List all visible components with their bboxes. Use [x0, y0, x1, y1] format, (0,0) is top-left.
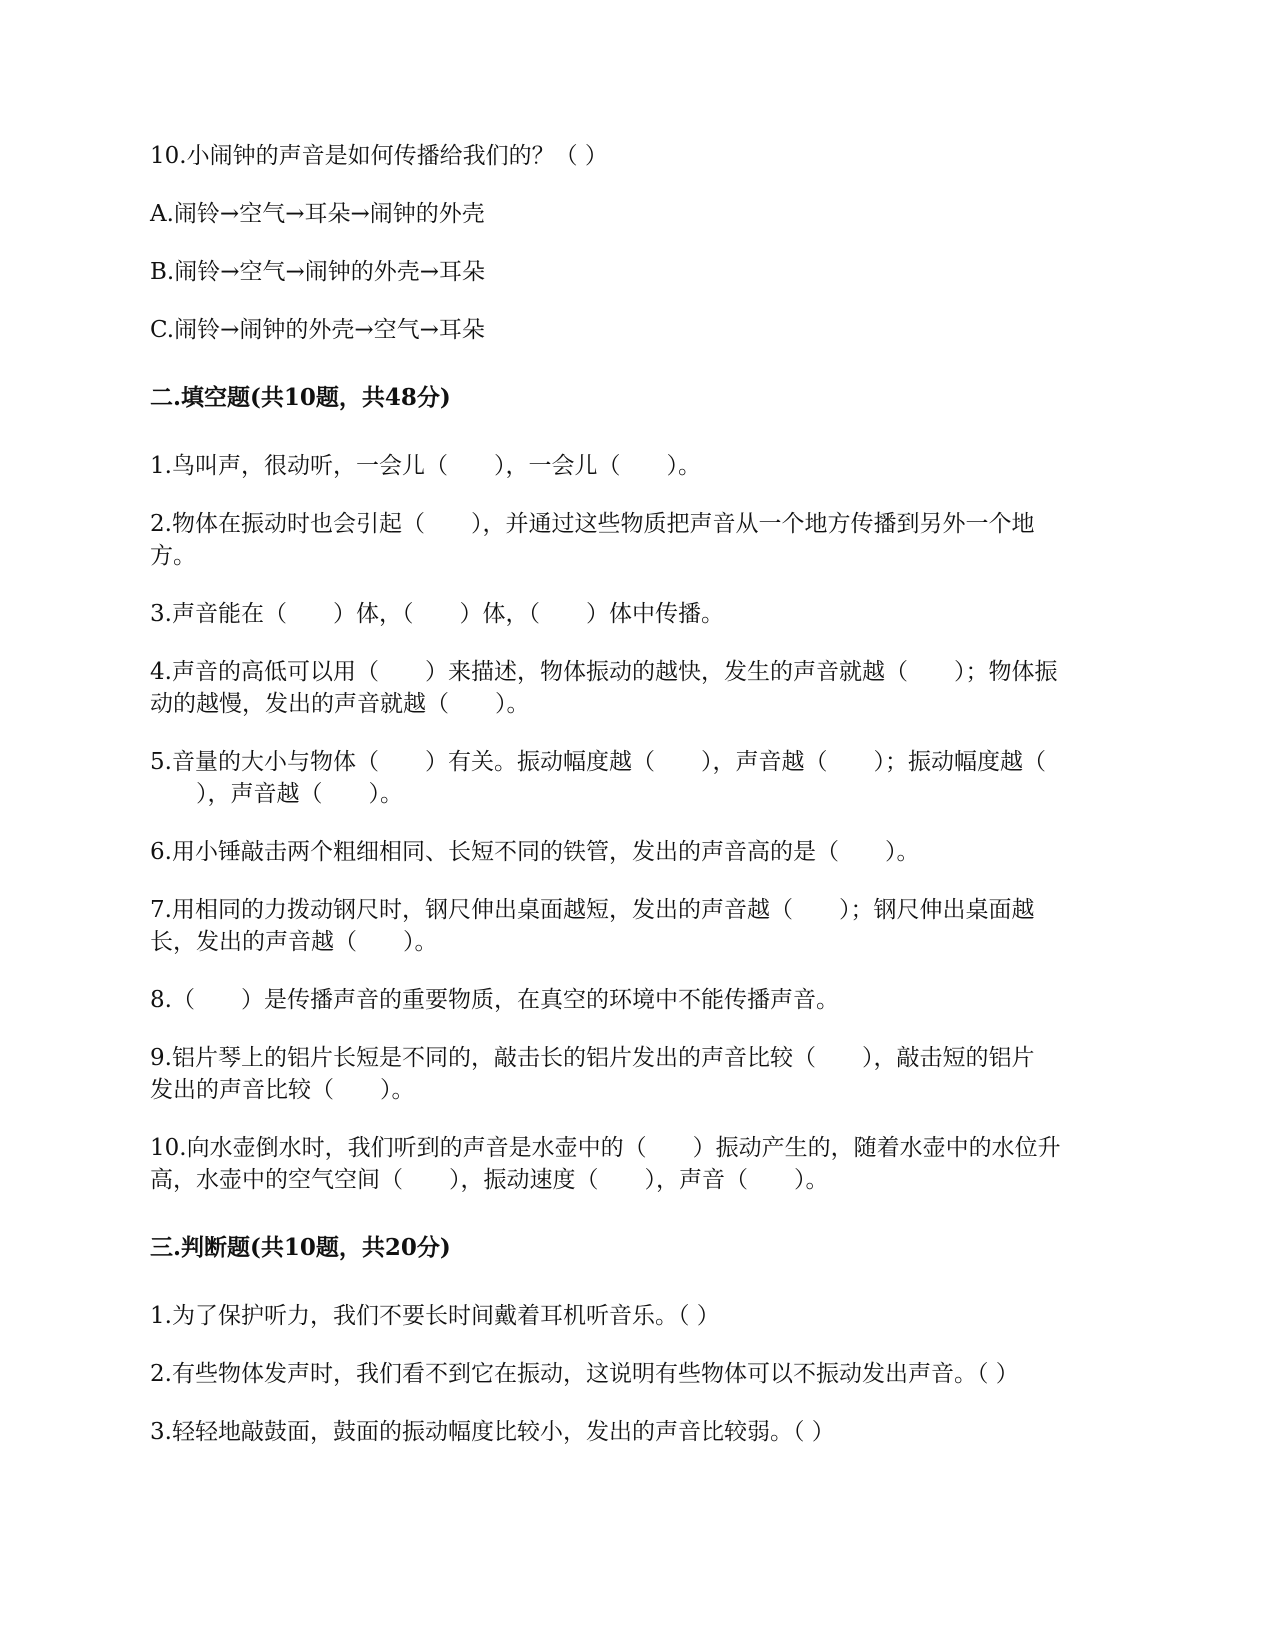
- question-line: 8.（ ）是传播声音的重要物质，在真空的环境中不能传播声音。: [150, 987, 839, 1013]
- question-line: 4.声音的高低可以用（ ）来描述，物体振动的越快，发生的声音就越（ ）；物体振: [150, 659, 1058, 685]
- judge-item-2: 2.有些物体发声时，我们看不到它在振动，这说明有些物体可以不振动发出声音。（ ）: [150, 1361, 1019, 1387]
- question-line: 2.物体在振动时也会引起（ ），并通过这些物质把声音从一个地方传播到另外一个地: [150, 511, 1035, 537]
- question-line: 9.铝片琴上的铝片长短是不同的，敲击长的铝片发出的声音比较（ ），敲击短的铝片: [150, 1045, 1035, 1071]
- fill-item-10: [150, 1132, 1125, 1196]
- question-line: 方。: [150, 543, 196, 569]
- fill-item-4: [150, 656, 1125, 720]
- section-heading: 二.填空题(共10题，共48分): [150, 384, 451, 411]
- question-line: 6.用小锤敲击两个粗细相同、长短不同的铁管，发出的声音高的是（ ）。: [150, 839, 920, 865]
- fill-item-1: [150, 450, 1125, 482]
- document-page: [150, 140, 1125, 1448]
- question-stem: 10.小闹钟的声音是如何传播给我们的？（ ）: [150, 143, 608, 169]
- fill-item-3: [150, 598, 1125, 630]
- option-a: A.闹铃→空气→耳朵→闹钟的外壳: [150, 201, 485, 227]
- question-line: ），声音越（ ）。: [150, 781, 403, 807]
- question-line: 动的越慢，发出的声音就越（ ）。: [150, 691, 530, 717]
- fill-item-9: [150, 1042, 1125, 1106]
- question-line: 10.向水壶倒水时，我们听到的声音是水壶中的（ ）振动产生的，随着水壶中的水位升: [150, 1135, 1061, 1161]
- fill-item-7: [150, 894, 1125, 958]
- fill-in-section: [150, 382, 1125, 1196]
- mc-question-10: [150, 140, 1125, 346]
- fill-item-8: [150, 984, 1125, 1016]
- fill-item-2: [150, 508, 1125, 572]
- true-false-section: [150, 1232, 1125, 1448]
- fill-item-5: [150, 746, 1125, 810]
- question-line: 长，发出的声音越（ ）。: [150, 929, 438, 955]
- fill-item-6: [150, 836, 1125, 868]
- section-heading: 三.判断题(共10题，共20分): [150, 1234, 451, 1261]
- question-line: 7.用相同的力拨动钢尺时，钢尺伸出桌面越短，发出的声音越（ ）；钢尺伸出桌面越: [150, 897, 1035, 923]
- judge-item-3: 3.轻轻地敲鼓面，鼓面的振动幅度比较小，发出的声音比较弱。（ ）: [150, 1419, 835, 1445]
- question-line: 高，水壶中的空气空间（ ），振动速度（ ），声音（ ）。: [150, 1167, 829, 1193]
- option-b: B.闹铃→空气→闹钟的外壳→耳朵: [150, 259, 486, 285]
- question-line: 5.音量的大小与物体（ ）有关。振动幅度越（ ），声音越（ ）；振动幅度越（: [150, 749, 1046, 775]
- question-line: 1.鸟叫声，很动听，一会儿（ ），一会儿（ ）。: [150, 453, 701, 479]
- question-line: 发出的声音比较（ ）。: [150, 1077, 415, 1103]
- judge-item-1: 1.为了保护听力，我们不要长时间戴着耳机听音乐。（ ）: [150, 1303, 720, 1329]
- option-c: C.闹铃→闹钟的外壳→空气→耳朵: [150, 317, 485, 343]
- question-line: 3.声音能在（ ）体，（ ）体，（ ）体中传播。: [150, 601, 724, 627]
